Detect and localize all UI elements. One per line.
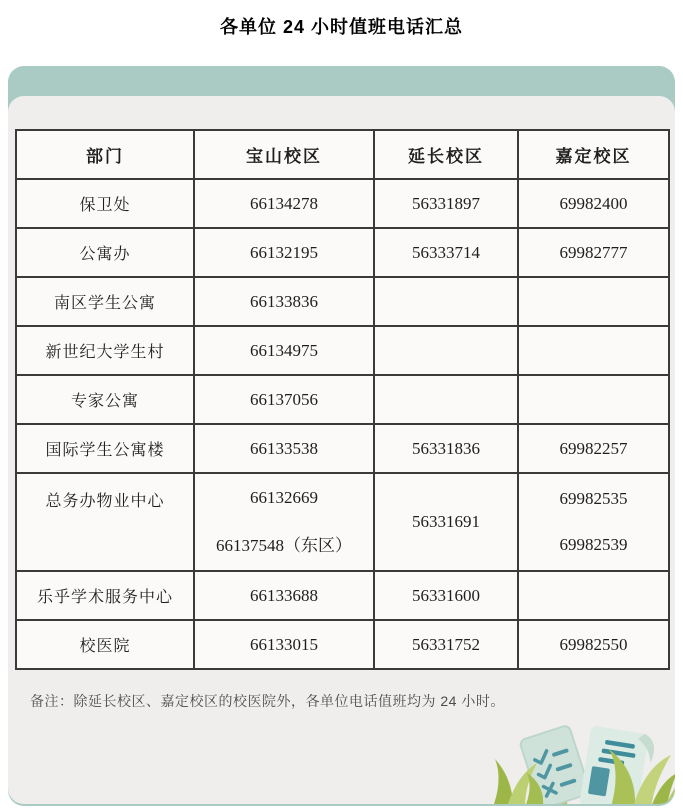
- dept-cell: 校医院: [16, 620, 194, 669]
- phone-cell-baoshan: 66133836: [194, 277, 374, 326]
- phone-cell-yanchang: 56331752: [374, 620, 518, 669]
- phone-cell-yanchang: 56331691: [374, 473, 518, 571]
- phone-cell-baoshan: 66134278: [194, 179, 374, 228]
- phone-cell-baoshan: 66134975: [194, 326, 374, 375]
- dept-cell: 总务办物业中心: [16, 473, 194, 571]
- table-row: [16, 277, 669, 326]
- header-yanchang: 延长校区: [374, 130, 518, 179]
- grass-front-left: [493, 759, 543, 804]
- phone-cell-baoshan: [194, 473, 374, 571]
- grass-back: [549, 759, 613, 804]
- phone-cell-jiading: [518, 277, 669, 326]
- phone-cell-jiading: 69982257: [518, 424, 669, 473]
- phone-line: 66137548（东区）: [216, 536, 352, 556]
- dept-cell: 南区学生公寓: [16, 277, 194, 326]
- phone-cell-jiading: [518, 326, 669, 375]
- table-row: [16, 424, 669, 473]
- phone-cell-baoshan: 66133688: [194, 571, 374, 620]
- phone-cell-yanchang: [374, 277, 518, 326]
- green-banner: [8, 66, 675, 806]
- phone-cell-jiading: 69982550: [518, 620, 669, 669]
- content-card: [8, 96, 675, 804]
- table-row: [16, 620, 669, 669]
- dept-cell: 专家公寓: [16, 375, 194, 424]
- phone-cell-baoshan: 66133538: [194, 424, 374, 473]
- phone-cell-baoshan: 66133015: [194, 620, 374, 669]
- phone-cell-jiading: [518, 571, 669, 620]
- phone-line: 66132669: [250, 487, 318, 507]
- paper-document: [579, 725, 656, 804]
- duty-phone-table: [15, 129, 670, 670]
- phone-cell-jiading: 69982400: [518, 179, 669, 228]
- phone-cell-yanchang: 56331600: [374, 571, 518, 620]
- phone-stack: [519, 476, 668, 568]
- phone-cell-yanchang: [374, 326, 518, 375]
- paper-checklist: [519, 725, 591, 804]
- phone-stack: [195, 476, 373, 568]
- table-row: [16, 571, 669, 620]
- phone-cell-yanchang: 56333714: [374, 228, 518, 277]
- table-row: [16, 375, 669, 424]
- phone-cell-baoshan: 66132195: [194, 228, 374, 277]
- dept-cell: 保卫处: [16, 179, 194, 228]
- table-row: [16, 473, 669, 571]
- dept-cell: 公寓办: [16, 228, 194, 277]
- phone-cell-jiading: [518, 473, 669, 571]
- grass-front-right: [609, 749, 675, 804]
- dept-cell: 乐乎学术服务中心: [16, 571, 194, 620]
- phone-cell-jiading: 69982777: [518, 228, 669, 277]
- footnote: 备注：除延长校区、嘉定校区的校医院外，各单位电话值班均为 24 小时。: [30, 693, 505, 709]
- phone-cell-yanchang: [374, 375, 518, 424]
- header-jiading: 嘉定校区: [518, 130, 669, 179]
- table-row: [16, 326, 669, 375]
- header-baoshan: 宝山校区: [194, 130, 374, 179]
- documents-grass-illustration: [493, 721, 675, 804]
- header-dept: 部门: [16, 130, 194, 179]
- page-title: 各单位 24 小时值班电话汇总: [219, 17, 464, 37]
- table-row: [16, 179, 669, 228]
- table-header-row: [16, 130, 669, 179]
- phone-line: 69982539: [559, 535, 628, 554]
- phone-cell-yanchang: 56331836: [374, 424, 518, 473]
- phone-line: 69982535: [559, 489, 628, 508]
- phone-cell-baoshan: 66137056: [194, 375, 374, 424]
- dept-cell: 国际学生公寓楼: [16, 424, 194, 473]
- table-row: [16, 228, 669, 277]
- phone-cell-yanchang: 56331897: [374, 179, 518, 228]
- dept-cell: 新世纪大学生村: [16, 326, 194, 375]
- phone-cell-jiading: [518, 375, 669, 424]
